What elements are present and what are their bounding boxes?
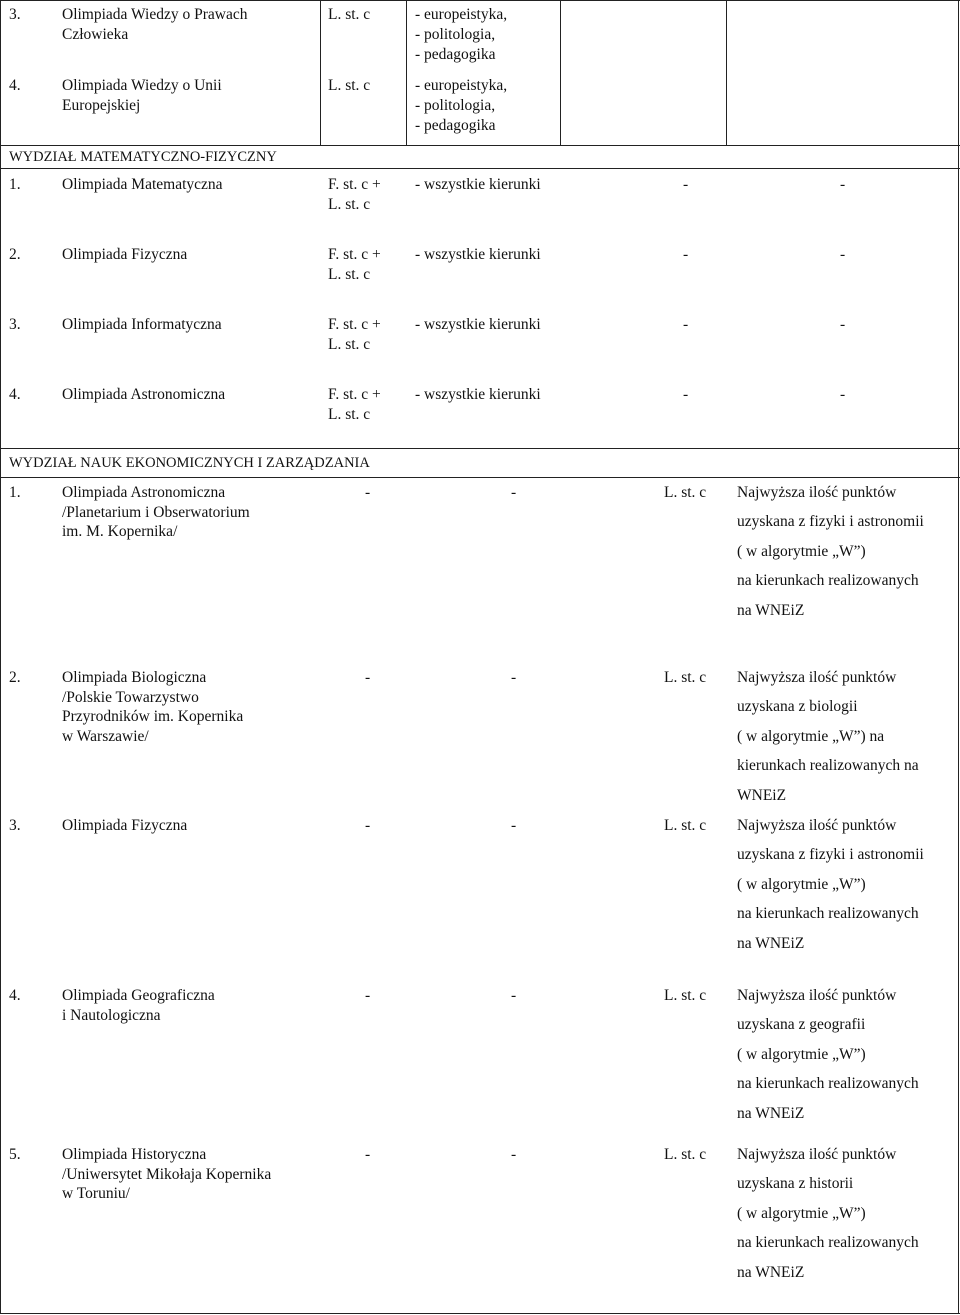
dash-cell: - [511, 1146, 517, 1163]
olympiad-name: Olimpiada Wiedzy o Prawach Człowieka [62, 6, 248, 43]
dash-cell: - [683, 176, 689, 193]
row-number: 4. [9, 77, 21, 94]
points-note: Najwyższa ilość punktów uzyskana z historii ( w algorytmie „W”) na kierunkach realizowanych na WNEiZ [737, 1146, 919, 1281]
fields-list: - wszystkie kierunki [415, 176, 541, 193]
points-note: Najwyższa ilość punktów uzyskana z geografii ( w algorytmie „W”) na kierunkach realizowanych na WNEiZ [737, 987, 919, 1122]
row-number: 3. [9, 316, 21, 333]
dash-cell: - [365, 817, 371, 834]
olympiad-name: Olimpiada Astronomiczna [62, 386, 226, 403]
level-cell: F. st. c + L. st. c [328, 246, 381, 283]
row-number: 4. [9, 386, 21, 403]
dash-cell: - [365, 1146, 371, 1163]
level-cell: L. st. c [328, 6, 371, 23]
row-number: 1. [9, 484, 21, 501]
dash-cell: - [511, 484, 517, 501]
fields-list: - europeistyka, - politologia, - pedagogika [415, 6, 508, 63]
row-number: 3. [9, 817, 21, 834]
olympiad-name: Olimpiada Geograficzna i Nautologiczna [62, 987, 215, 1024]
row-number: 2. [9, 246, 21, 263]
fields-list: - wszystkie kierunki [415, 386, 541, 403]
level-cell: F. st. c + L. st. c [328, 176, 381, 213]
dash-cell: - [511, 669, 517, 686]
level-cell: L. st. c [664, 817, 707, 834]
column-divider [320, 0, 321, 146]
olympiad-name: Olimpiada Wiedzy o Unii Europejskiej [62, 77, 222, 114]
fields-list: - wszystkie kierunki [415, 316, 541, 333]
points-note: Najwyższa ilość punktów uzyskana z fizyki i astronomii ( w algorytmie „W”) na kierunkach realizowanych na WNEiZ [737, 484, 924, 619]
dash-cell: - [840, 386, 846, 403]
dash-cell: - [365, 987, 371, 1004]
section-title: WYDZIAŁ NAUK EKONOMICZNYCH I ZARZĄDZANIA [9, 455, 370, 471]
dash-cell: - [511, 817, 517, 834]
row-divider [0, 448, 960, 449]
row-number: 3. [9, 6, 21, 23]
dash-cell: - [683, 386, 689, 403]
olympiad-name: Olimpiada Informatyczna [62, 316, 222, 333]
section-title: WYDZIAŁ MATEMATYCZNO-FIZYCZNY [9, 149, 277, 165]
dash-cell: - [840, 316, 846, 333]
level-cell: L. st. c [664, 1146, 707, 1163]
level-cell: F. st. c + L. st. c [328, 316, 381, 353]
dash-cell: - [683, 316, 689, 333]
dash-cell: - [365, 484, 371, 501]
row-divider [0, 145, 960, 146]
table-border [0, 0, 960, 1]
row-number: 4. [9, 987, 21, 1004]
row-number: 1. [9, 176, 21, 193]
level-cell: F. st. c + L. st. c [328, 386, 381, 423]
olympiad-name: Olimpiada Biologiczna /Polskie Towarzystwo Przyrodników im. Kopernika w Warszawie/ [62, 669, 244, 745]
table-border [0, 0, 1, 1314]
level-cell: L. st. c [328, 77, 371, 94]
level-cell: L. st. c [664, 484, 707, 501]
dash-cell: - [511, 987, 517, 1004]
fields-list: - europeistyka, - politologia, - pedagogika [415, 77, 508, 134]
column-divider [560, 0, 561, 146]
row-number: 5. [9, 1146, 21, 1163]
olympiad-name: Olimpiada Historyczna /Uniwersytet Mikołaja Kopernika w Toruniu/ [62, 1146, 272, 1202]
row-divider [0, 168, 960, 169]
fields-list: - wszystkie kierunki [415, 246, 541, 263]
dash-cell: - [365, 669, 371, 686]
olympiad-name: Olimpiada Astronomiczna /Planetarium i Obserwatorium im. M. Kopernika/ [62, 484, 250, 540]
points-note: Najwyższa ilość punktów uzyskana z biologii ( w algorytmie „W”) na kierunkach realizowanych na WNEiZ [737, 669, 919, 804]
level-cell: L. st. c [664, 987, 707, 1004]
level-cell: L. st. c [664, 669, 707, 686]
olympiad-name: Olimpiada Matematyczna [62, 176, 223, 193]
dash-cell: - [840, 246, 846, 263]
points-note: Najwyższa ilość punktów uzyskana z fizyki i astronomii ( w algorytmie „W”) na kierunkach realizowanych na WNEiZ [737, 817, 924, 952]
dash-cell: - [683, 246, 689, 263]
row-number: 2. [9, 669, 21, 686]
table-border [0, 1313, 960, 1314]
olympiad-name: Olimpiada Fizyczna [62, 817, 188, 834]
table-border [958, 0, 959, 1314]
column-divider [726, 0, 727, 146]
olympiad-name: Olimpiada Fizyczna [62, 246, 188, 263]
column-divider [406, 0, 407, 146]
dash-cell: - [840, 176, 846, 193]
